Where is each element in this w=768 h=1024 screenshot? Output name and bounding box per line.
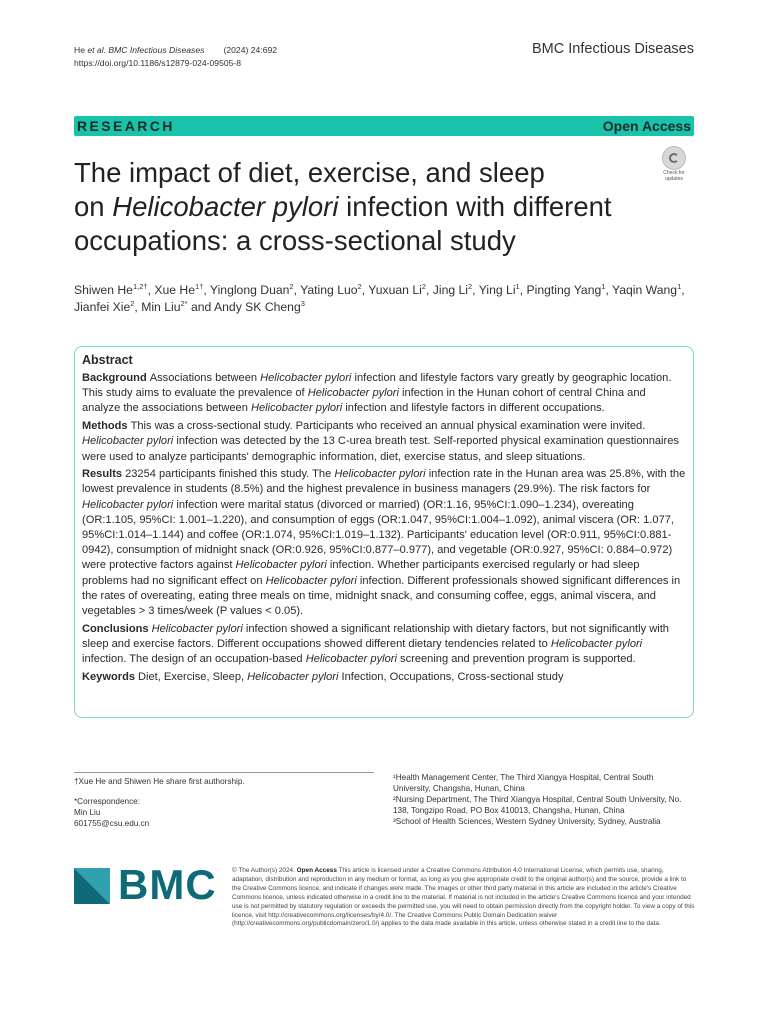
author-affiliation-marker: 2 [421, 281, 426, 291]
italic-term: Helicobacter pylori [82, 498, 174, 511]
check-for-updates-icon [662, 146, 686, 170]
author-affiliation-marker: 1,2† [132, 281, 148, 291]
text-run: screening and prevention program is supported. [396, 653, 636, 666]
open-access-label: Open Access [602, 118, 691, 134]
correspondence-block [74, 796, 149, 829]
author-affiliation-marker: 1 [601, 281, 606, 291]
author-affiliation-marker: 3 [300, 298, 305, 308]
article-type-label: RESEARCH [77, 118, 175, 134]
license-body: This article is licensed under a Creative Commons Attribution 4.0 International License, which permits use, sharing, adaptation, distribution and reproduction in any medium or format, as long as you give appropriate credit to the original author(s) and the source, provide a link to the Creative Commons licence, and indicate if changes were made. The images or other third party material in this article are included in the article's Creative Commons licence, unless indicated otherwise in a credit line to the material. If material is not included in the article's Creative Commons licence and your intended use is not permitted by statutory regulation or exceeds the permitted use, you will need to obtain permission directly from the copyright holder. To view a copy of this licence, visit http://creativecommons.org/licenses/by/4.0/. The Creative Commons Public Domain Dedication waiver (http://creativecommons.org/publicdomain/zero/1.0/) applies to the data made available in this article, unless otherwise stated in a credit line to the data. [232, 867, 695, 928]
abstract-box [74, 346, 694, 718]
text-run: This was a cross-sectional study. Participants who received an annual physical examination were invited. [130, 420, 646, 433]
text-run: 23254 participants finished this study. The [125, 468, 335, 481]
italic-term: Helicobacter pylori [305, 653, 397, 666]
title-line-2: on Helicobacter pylori infection with different [74, 191, 612, 222]
check-for-updates-button[interactable] [656, 146, 692, 182]
author-affiliation-marker: 1 [677, 281, 682, 291]
author-name[interactable]: Jianfei Xie [74, 300, 131, 314]
author-list: Shiwen $He^{1,2\dagger}$, Xue $He^{1\dagger}$, Yinglong Duan$^2$, Yating Luo$^2$, Yuxuan Li$^2$, Jing Li$^2$, Ying Li$^1$, Pingting Yang$^1$, Yaqin Wang$^1$, Jianfei Xie$^2$, Min Liu$^{2*}$ and Andy SK Cheng$^3$ [74, 281, 685, 314]
abstract-methods: Methods This was a cross-sectional study. Participants who received an annual physical examination were invited. Helicobacter pylori infection was detected by the 13 C-urea breath test. Self-reported physical examination questionnaires were used to analyze participants' demographic information, diet, exercise status, and sleep situations. [82, 420, 679, 463]
affiliation-2: ²Nursing Department, The Third Xiangya Hospital, Central South University, No. 138, Tongzipo Road, PO Box 410013, Changsha, Hunan, China [393, 795, 682, 815]
footnote-divider [74, 772, 374, 773]
text-run: infection. Different professionals showed significant differences in the rates of overeating, eating three meals on time, midnight snack, and consuming coffee, eggs, animal viscera, and vegetables > 3 times/week (P values < 0.05). [82, 574, 681, 618]
citation-year-pages: (2024) 24:692 [223, 45, 278, 55]
check-for-updates-line2: updates [665, 175, 683, 182]
text-run: Infection, Occupations, Cross-sectional study [338, 670, 564, 683]
doi-link[interactable]: https://doi.org/10.1186/s12879-024-09505-8 [74, 58, 242, 68]
text-run: infection. Whether participants exercised regularly or had sleep problems had no significant effect on [82, 559, 640, 587]
author-name[interactable]: Min Liu [141, 300, 181, 314]
text-run: infection was detected by the 13 C-urea breath test. Self-reported physical examination questionnaires were used to analyze participants' demographic information, diet, exercise status, and sleep situations. [82, 435, 679, 463]
italic-term: Helicobacter pylori [250, 402, 343, 415]
author-name[interactable]: Xue He [154, 283, 195, 297]
author-name[interactable]: Jing Li [432, 283, 468, 297]
text-run: infection and lifestyle factors in different occupations. [342, 402, 605, 415]
bmc-logo-icon [74, 868, 110, 904]
author-name[interactable]: Yaqin Wang [612, 283, 678, 297]
italic-term: Helicobacter pylori [550, 637, 643, 650]
italic-term: Helicobacter pylori [260, 372, 352, 384]
author-affiliation-marker: 2 [357, 281, 362, 291]
text-run: Diet, Exercise, Sleep, [138, 670, 248, 683]
affiliation-3: ³School of Health Sciences, Western Sydney University, Sydney, Australia [393, 817, 661, 826]
abstract-heading: Abstract [82, 353, 133, 367]
italic-term: Helicobacter pylori [307, 387, 399, 400]
citation-authors: He [74, 45, 88, 55]
text-run: infection were marital status (divorced or married) (OR:1.16, 95%CI:1.090–1.234), overeating (OR:1.105, 95%CI: 1.001–1.220), and consumption of eggs (OR:1.047, 95%CI:1.004–1.092), animal viscera (OR: 1.077, 95%CI:1.014–1.144) and coffee (OR:1.074, 95%CI:1.019–1.132). Participants' education level (OR:0.911, 95%CI:0.881-0942), consumption of midnight snack (OR:0.926, 95%CI:0.877–0.977), and vegetable (OR:0.927, 95%CI: 0.884–0.972) were protective factors against [82, 498, 675, 572]
italic-term: Helicobacter pylori [334, 468, 426, 481]
author-affiliation-marker: 2 [468, 281, 473, 291]
title-line-1: The impact of diet, exercise, and sleep [74, 157, 545, 188]
author-name[interactable]: Shiwen He [74, 283, 133, 297]
correspondence-label: *Correspondence: [74, 797, 140, 806]
italic-term: Helicobacter pylori [235, 559, 327, 572]
abstract-conclusions: Conclusions Helicobacter pylori infection showed a significant relationship with dietary factors, but not significantly with sleep and exercise factors. Different occupations showed different dietary tendencies related to Helicobacter pylori infection. The design of an occupation-based Helicobacter pylori screening and prevention program is supported. [82, 622, 669, 666]
title-line-3: occupations: a cross-sectional study [74, 225, 516, 256]
author-affiliation-marker: 1 [515, 281, 520, 291]
abstract-background: Background Associations between Helicobacter pylori infection and lifestyle factors vary greatly by geographic location. This study aims to evaluate the prevalence of Helicobacter pylori infection in the Hunan cohort of central China and analyze the associations between Helicobacter pylori infection and lifestyle factors in different occupations. [82, 372, 672, 415]
affiliation-1: ¹Health Management Center, The Third Xiangya Hospital, Central South University, Changsha, Hunan, China [393, 773, 654, 793]
italic-term: Helicobacter pylori [247, 670, 339, 683]
correspondence-name: Min Liu [74, 808, 101, 817]
affiliations [393, 772, 693, 827]
abstract-keywords: Keywords Diet, Exercise, Sleep, Helicobacter pylori Infection, Occupations, Cross-sectional study [82, 670, 564, 683]
text-run: infection and lifestyle factors vary greatly by geographic location. This study aims to evaluate the prevalence of [82, 372, 672, 400]
text-run: infection in the Hunan cohort of central China and analyze the associations between [82, 387, 646, 415]
article-type-bar [74, 116, 694, 136]
author-name[interactable]: Andy SK Cheng [214, 300, 301, 314]
author-affiliation-marker: 2* [180, 298, 188, 308]
license-open-access: Open Access [296, 867, 337, 874]
text-run: infection. The design of an occupation-based [82, 653, 306, 666]
author-affiliation-marker: 1† [195, 281, 204, 291]
journal-name: BMC Infectious Diseases [532, 41, 694, 57]
italic-term: Helicobacter pylori [82, 435, 174, 448]
license-text: © The Author(s) 2024. Open Access This article is licensed under a Creative Commons Attribution 4.0 International License, which permits use, sharing, adaptation, distribution and reproduction in any medium or format, as long as you give appropriate credit to the original author(s) and the source, provide a link to the Creative Commons licence, and indicate if changes were made. The images or other third party material in this article are included in the article's Creative Commons licence, unless indicated otherwise in a credit line to the material. If material is not included in the article's Creative Commons licence and your intended use is not permitted by statutory regulation or exceeds the permitted use, you will need to obtain permission directly from the copyright holder. To view a copy of this licence, visit http://creativecommons.org/licenses/by/4.0/. The Creative Commons Public Domain Dedication waiver (http://creativecommons.org/publicdomain/zero/1.0/) applies to the data made available in this article, unless otherwise stated in a credit line to the data. [232, 867, 695, 928]
author-name[interactable]: Pingting Yang [526, 283, 602, 297]
text-run: infection rate in the Hunan area was 25.8%, with the lowest prevalence in students (8.5%) and the highest prevalence in business managers (29.9%). The risk factors for [82, 468, 686, 496]
article-title [74, 156, 654, 258]
author-affiliation-marker: 2 [289, 281, 294, 291]
author-name[interactable]: Ying Li [478, 283, 516, 297]
italic-term: Helicobacter pylori [151, 622, 243, 635]
author-name[interactable]: Yuxuan Li [368, 283, 422, 297]
shared-authorship-note: †Xue He and Shiwen He share first authorship. [74, 777, 245, 786]
check-for-updates-line1: Check for [663, 170, 685, 176]
author-name[interactable]: Yinglong Duan [209, 283, 290, 297]
running-header-citation [74, 44, 277, 70]
abstract-results: Results 23254 participants finished this study. The Helicobacter pylori infection rate in the Hunan area was 25.8%, with the lowest prevalence in students (8.5%) and the highest prevalence in business managers (29.9%). The risk factors for Helicobacter pylori infection were marital status (divorced or married) (OR:1.16, 95%CI:1.090–1.234), overeating (OR:1.105, 95%CI: 1.001–1.220), and consumption of eggs (OR:1.047, 95%CI:1.004–1.092), animal viscera (OR: 1.077, 95%CI:1.014–1.144) and coffee (OR:1.074, 95%CI:1.019–1.132). Participants' education level (OR:0.911, 95%CI:0.881-0942), consumption of midnight snack (OR:0.926, 95%CI:0.877–0.977), and vegetable (OR:0.927, 95%CI: 0.884–0.972) were protective factors against Helicobacter pylori infection. Whether participants exercised regularly or had sleep problems had no significant effect on Helicobacter pylori infection. Different professionals showed significant differences in the rates of overeating, eating three meals on time, midnight snack, and consuming coffee, eggs, animal viscera, and vegetables > 3 times/week (P values < 0.05). [82, 468, 686, 618]
text-run: infection showed a significant relationship with dietary factors, but not significantly with sleep and exercise factors. Different occupations showed different dietary tendencies related to [82, 622, 669, 650]
author-name[interactable]: Yating Luo [300, 283, 358, 297]
italic-term: Helicobacter pylori [265, 574, 357, 587]
text-run: Associations between [149, 372, 261, 384]
citation-journal: et al. BMC Infectious Diseases [87, 45, 205, 55]
correspondence-email[interactable]: 601755@csu.edu.cn [74, 819, 150, 828]
bmc-logo-text: BMC [118, 861, 217, 908]
author-affiliation-marker: 2 [130, 298, 135, 308]
